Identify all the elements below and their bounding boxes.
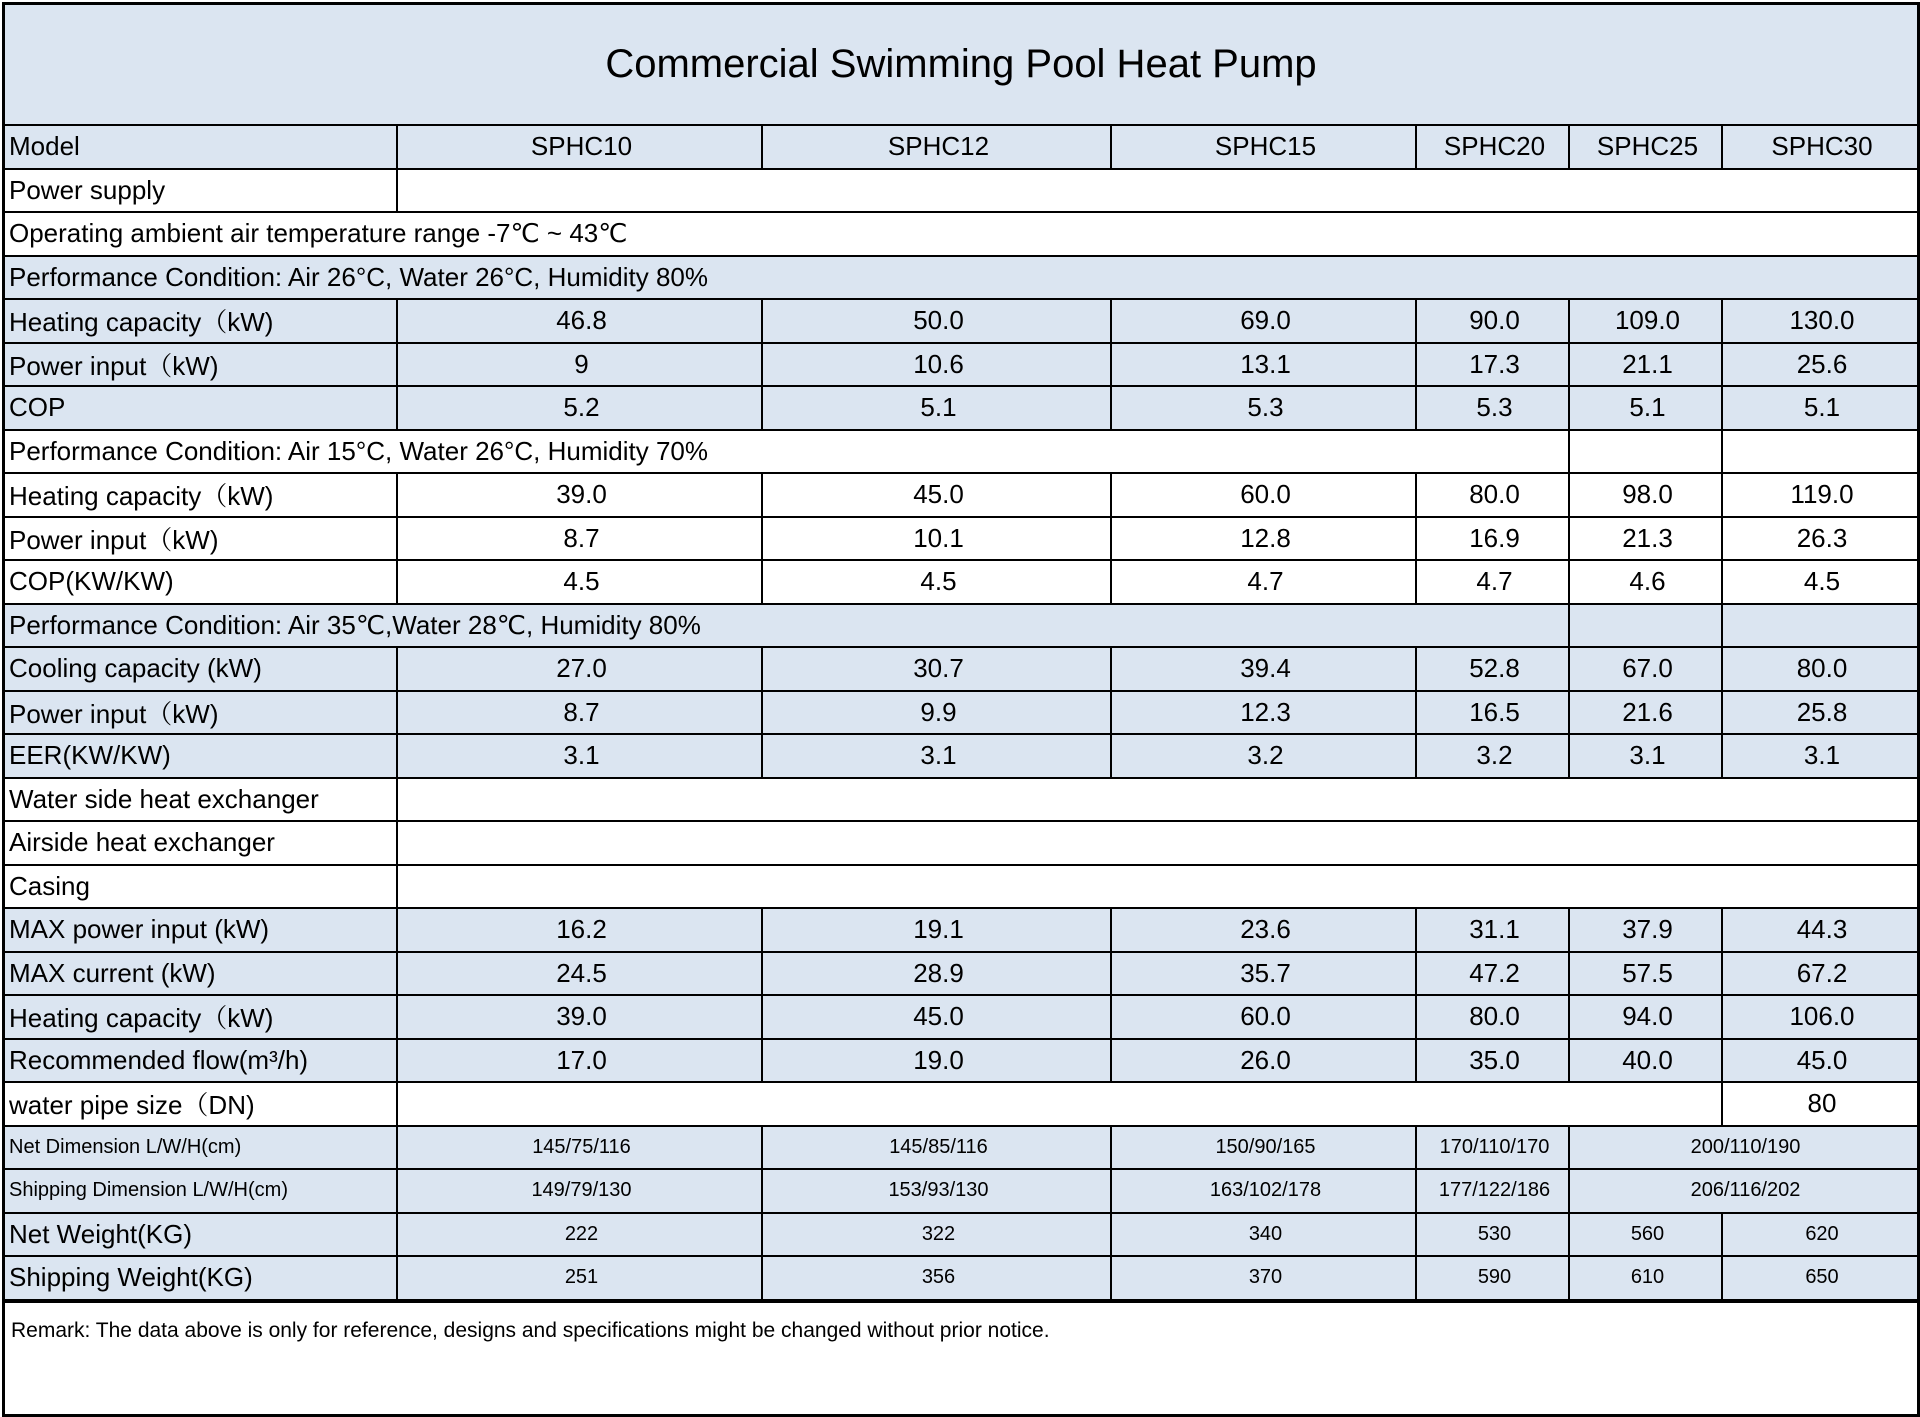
value-cell: 206/116/202 — [1569, 1169, 1917, 1213]
value-cell: 340 — [1111, 1213, 1416, 1257]
value-cell: 590 — [1416, 1256, 1569, 1300]
value-cell: 5.2 — [397, 386, 762, 430]
spec-table — [5, 126, 1917, 1301]
value-cell: 30.7 — [762, 647, 1111, 691]
table-row — [5, 995, 1917, 1039]
value-cell: 50.0 — [762, 299, 1111, 343]
value-cell: 4.7 — [1416, 560, 1569, 604]
section-heading: Performance Condition: Air 26°C, Water 26°C, Humidity 80% — [5, 256, 1917, 300]
section-heading: Performance Condition: Air 15°C, Water 26°C, Humidity 70% — [5, 430, 1569, 474]
value-cell: 47.2 — [1416, 952, 1569, 996]
table-row-model — [5, 126, 1917, 169]
value-cell: 25.8 — [1722, 691, 1917, 735]
value-cell: 322 — [762, 1213, 1111, 1257]
value-cell: 106.0 — [1722, 995, 1917, 1039]
value-cell: 67.0 — [1569, 647, 1722, 691]
value-cell: 200/110/190 — [1569, 1126, 1917, 1170]
value-cell: 60.0 — [1111, 473, 1416, 517]
empty-cell — [397, 821, 1917, 865]
table-row — [5, 734, 1917, 778]
value-cell: 45.0 — [762, 995, 1111, 1039]
value-cell: 150/90/165 — [1111, 1126, 1416, 1170]
value-cell: 3.1 — [397, 734, 762, 778]
table-row — [5, 473, 1917, 517]
value-cell: 21.3 — [1569, 517, 1722, 561]
model-header: SPHC25 — [1569, 126, 1722, 169]
value-cell: 370 — [1111, 1256, 1416, 1300]
row-label: Cooling capacity (kW) — [5, 647, 397, 691]
value-cell: 12.3 — [1111, 691, 1416, 735]
table-row — [5, 386, 1917, 430]
value-cell: 130.0 — [1722, 299, 1917, 343]
value-cell: 4.5 — [397, 560, 762, 604]
value-cell: 5.3 — [1416, 386, 1569, 430]
value-cell: 16.9 — [1416, 517, 1569, 561]
table-row — [5, 952, 1917, 996]
row-label: Net Dimension L/W/H(cm) — [5, 1126, 397, 1170]
value-cell: 40.0 — [1569, 1039, 1722, 1083]
row-label: Shipping Weight(KG) — [5, 1256, 397, 1300]
empty-cell — [1722, 430, 1917, 474]
row-label: Heating capacity（kW) — [5, 299, 397, 343]
value-cell: 109.0 — [1569, 299, 1722, 343]
value-cell: 560 — [1569, 1213, 1722, 1257]
table-row — [5, 1256, 1917, 1300]
value-cell: 26.3 — [1722, 517, 1917, 561]
value-cell: 8.7 — [397, 517, 762, 561]
table-row-water-hx — [5, 778, 1917, 822]
value-cell: 3.1 — [1569, 734, 1722, 778]
value-cell: 251 — [397, 1256, 762, 1300]
value-cell: 12.8 — [1111, 517, 1416, 561]
value-cell: 80.0 — [1722, 647, 1917, 691]
model-header: SPHC20 — [1416, 126, 1569, 169]
value-cell: 610 — [1569, 1256, 1722, 1300]
value-cell: 16.2 — [397, 908, 762, 952]
value-cell: 356 — [762, 1256, 1111, 1300]
value-cell: 3.2 — [1416, 734, 1569, 778]
value-cell: 46.8 — [397, 299, 762, 343]
value-cell: 31.1 — [1416, 908, 1569, 952]
table-row — [5, 1213, 1917, 1257]
value-cell: 145/75/116 — [397, 1126, 762, 1170]
value-cell: 17.3 — [1416, 343, 1569, 387]
row-label: Shipping Dimension L/W/H(cm) — [5, 1169, 397, 1213]
value-cell: 25.6 — [1722, 343, 1917, 387]
value-cell: 5.1 — [1722, 386, 1917, 430]
value-cell: 23.6 — [1111, 908, 1416, 952]
value-cell: 17.0 — [397, 1039, 762, 1083]
row-label: COP(KW/KW) — [5, 560, 397, 604]
table-row-power-supply — [5, 169, 1917, 213]
table-row — [5, 560, 1917, 604]
table-row-casing — [5, 865, 1917, 909]
row-label: Airside heat exchanger — [5, 821, 397, 865]
value-cell: 3.2 — [1111, 734, 1416, 778]
model-header: SPHC30 — [1722, 126, 1917, 169]
value-cell: 153/93/130 — [762, 1169, 1111, 1213]
value-cell: 10.6 — [762, 343, 1111, 387]
table-row-operating-range — [5, 212, 1917, 256]
value-cell: 21.6 — [1569, 691, 1722, 735]
model-header: SPHC12 — [762, 126, 1111, 169]
row-label: Power input（kW) — [5, 691, 397, 735]
value-cell: 45.0 — [1722, 1039, 1917, 1083]
value-cell: 222 — [397, 1213, 762, 1257]
value-cell: 24.5 — [397, 952, 762, 996]
value-cell: 9 — [397, 343, 762, 387]
empty-cell — [397, 1082, 1722, 1126]
row-label: MAX current (kW) — [5, 952, 397, 996]
row-label: Heating capacity（kW) — [5, 995, 397, 1039]
value-cell: 4.5 — [1722, 560, 1917, 604]
value-cell: 8.7 — [397, 691, 762, 735]
value-cell: 16.5 — [1416, 691, 1569, 735]
row-label: Model — [5, 126, 397, 169]
empty-cell — [397, 778, 1917, 822]
model-header: SPHC15 — [1111, 126, 1416, 169]
value-cell: 620 — [1722, 1213, 1917, 1257]
table-row-condition-1 — [5, 256, 1917, 300]
table-row-air-hx — [5, 821, 1917, 865]
row-label: Heating capacity（kW) — [5, 473, 397, 517]
value-cell: 90.0 — [1416, 299, 1569, 343]
table-row — [5, 517, 1917, 561]
value-cell: 27.0 — [397, 647, 762, 691]
table-row — [5, 908, 1917, 952]
value-cell: 5.3 — [1111, 386, 1416, 430]
table-row — [5, 1169, 1917, 1213]
row-label: Power input（kW) — [5, 517, 397, 561]
value-cell: 145/85/116 — [762, 1126, 1111, 1170]
table-row-condition-2 — [5, 430, 1917, 474]
value-cell: 80.0 — [1416, 473, 1569, 517]
value-cell: 19.1 — [762, 908, 1111, 952]
value-cell: 4.6 — [1569, 560, 1722, 604]
value-cell: 98.0 — [1569, 473, 1722, 517]
value-cell: 163/102/178 — [1111, 1169, 1416, 1213]
value-cell: 35.0 — [1416, 1039, 1569, 1083]
value-cell: 119.0 — [1722, 473, 1917, 517]
value-cell: 45.0 — [762, 473, 1111, 517]
empty-cell — [1722, 604, 1917, 648]
spec-sheet — [2, 2, 1920, 1417]
value-cell: 44.3 — [1722, 908, 1917, 952]
value-cell: 19.0 — [762, 1039, 1111, 1083]
table-row — [5, 647, 1917, 691]
value-cell: 37.9 — [1569, 908, 1722, 952]
row-label: Casing — [5, 865, 397, 909]
value-cell: 80.0 — [1416, 995, 1569, 1039]
value-cell: 9.9 — [762, 691, 1111, 735]
value-cell: 3.1 — [762, 734, 1111, 778]
value-cell: 39.0 — [397, 995, 762, 1039]
row-label: Operating ambient air temperature range -7℃ ~ 43℃ — [5, 212, 1917, 256]
row-label: EER(KW/KW) — [5, 734, 397, 778]
value-cell: 13.1 — [1111, 343, 1416, 387]
row-label: MAX power input (kW) — [5, 908, 397, 952]
row-label: water pipe size（DN) — [5, 1082, 397, 1126]
value-cell: 5.1 — [762, 386, 1111, 430]
value-cell: 10.1 — [762, 517, 1111, 561]
value-cell: 60.0 — [1111, 995, 1416, 1039]
table-row — [5, 299, 1917, 343]
table-row — [5, 1126, 1917, 1170]
model-header: SPHC10 — [397, 126, 762, 169]
row-label: Water side heat exchanger — [5, 778, 397, 822]
empty-cell — [1569, 604, 1722, 648]
table-row-condition-3 — [5, 604, 1917, 648]
table-row-pipe-size — [5, 1082, 1917, 1126]
remark-note: Remark: The data above is only for reference, designs and specifications might be changed without prior notice. — [5, 1301, 1917, 1360]
empty-cell — [1569, 430, 1722, 474]
value-cell: 3.1 — [1722, 734, 1917, 778]
empty-cell — [397, 169, 1917, 213]
value-cell: 52.8 — [1416, 647, 1569, 691]
value-cell: 39.0 — [397, 473, 762, 517]
value-cell: 21.1 — [1569, 343, 1722, 387]
value-cell: 177/122/186 — [1416, 1169, 1569, 1213]
row-label: Power input（kW) — [5, 343, 397, 387]
empty-cell — [397, 865, 1917, 909]
value-cell: 650 — [1722, 1256, 1917, 1300]
row-label: Recommended flow(m³/h) — [5, 1039, 397, 1083]
value-cell: 28.9 — [762, 952, 1111, 996]
value-cell: 69.0 — [1111, 299, 1416, 343]
value-cell: 57.5 — [1569, 952, 1722, 996]
section-heading: Performance Condition: Air 35℃,Water 28℃, Humidity 80% — [5, 604, 1569, 648]
value-cell: 149/79/130 — [397, 1169, 762, 1213]
value-cell: 80 — [1722, 1082, 1917, 1126]
table-row — [5, 1039, 1917, 1083]
value-cell: 26.0 — [1111, 1039, 1416, 1083]
value-cell: 94.0 — [1569, 995, 1722, 1039]
page-title: Commercial Swimming Pool Heat Pump — [5, 5, 1917, 126]
value-cell: 4.5 — [762, 560, 1111, 604]
value-cell: 170/110/170 — [1416, 1126, 1569, 1170]
row-label: Net Weight(KG) — [5, 1213, 397, 1257]
table-row — [5, 691, 1917, 735]
value-cell: 67.2 — [1722, 952, 1917, 996]
value-cell: 35.7 — [1111, 952, 1416, 996]
value-cell: 5.1 — [1569, 386, 1722, 430]
row-label: Power supply — [5, 169, 397, 213]
value-cell: 530 — [1416, 1213, 1569, 1257]
row-label: COP — [5, 386, 397, 430]
table-row — [5, 343, 1917, 387]
value-cell: 39.4 — [1111, 647, 1416, 691]
value-cell: 4.7 — [1111, 560, 1416, 604]
